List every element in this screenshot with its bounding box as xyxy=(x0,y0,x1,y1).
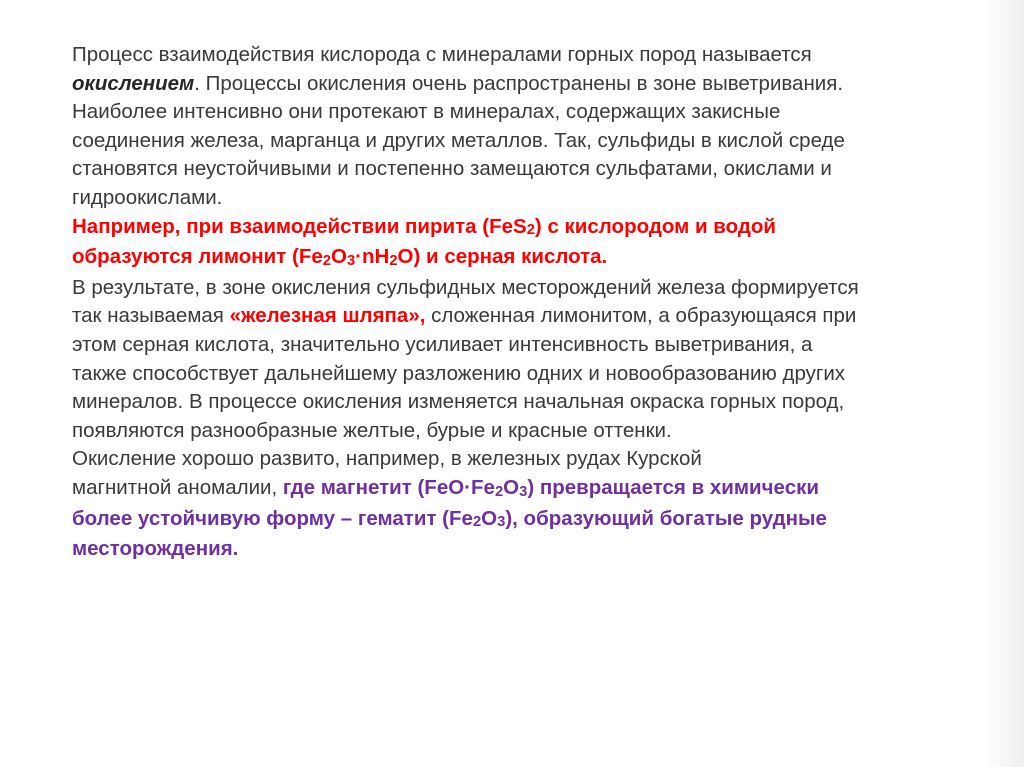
p1-lead: Процесс взаимодействия кислорода с минералами горных пород называется xyxy=(72,43,812,66)
p2-sub2: 2 xyxy=(322,252,331,269)
p3-term-iron-hat: «железная шляпа», xyxy=(229,304,426,328)
paragraph-iron-hat xyxy=(72,274,977,446)
p2-part3: O xyxy=(331,245,347,269)
p4-part3: ) превращается в химически более устойчивую форму – гематит (Fe xyxy=(72,475,819,530)
p4-lead: Окисление хорошо развито, например, в железных рудах Курской магнитной аномалии, xyxy=(72,447,702,499)
p3-rest: сложенная лимонитом, а образующаяся при этом серная кислота, значительно усиливает интенсивность выветривания, а также способствует дальнейшему разложению одних и новообразованию других минералов. В процессе окисления изменяется начальная окраска горных пород, появляются разнообразные желтые, бурые и красные оттенки. xyxy=(72,304,857,442)
p4-part2: O xyxy=(503,475,520,499)
p2-part1: Например, при взаимодействии пирита (FeS xyxy=(72,214,527,238)
p4-sub2: 3 xyxy=(519,483,528,500)
p4-part1: где магнетит (FeO·Fe xyxy=(282,475,495,499)
paragraph-pyrite-example xyxy=(72,213,977,274)
p2-sub4: 2 xyxy=(389,252,398,269)
p4-part5: ), образующий богатые рудные месторождения. xyxy=(72,506,827,561)
p2-part2: ) с кислородом и водой образуются лимонит (Fe xyxy=(72,214,776,269)
p2-sub3: 3 xyxy=(346,252,356,269)
p2-sub1: 2 xyxy=(526,222,535,239)
paragraph-oxidation-definition xyxy=(72,41,977,213)
p2-part4: ·nH xyxy=(355,245,390,269)
p4-sub3: 2 xyxy=(472,514,482,531)
p2-part5: O) и серная кислота. xyxy=(397,245,608,269)
p4-sub4: 3 xyxy=(497,514,506,531)
text-block xyxy=(72,41,977,564)
p1-term-oxidation: окислением xyxy=(72,71,195,95)
p4-part4: O xyxy=(481,506,498,530)
p4-sub1: 2 xyxy=(494,483,504,500)
p3-lead: В результате, в зоне окисления сульфидных месторождений железа формируется так называемая xyxy=(72,275,859,328)
paragraph-kursk-anomaly xyxy=(72,445,977,563)
slide-edge-shadow xyxy=(984,0,1024,767)
p1-rest: . Процессы окисления очень распространены в зоне выветривания. Наиболее интенсивно они протекают в минералах, содержащих закисные соединения железа, марганца и других металлов. Так, сульфиды в кислой среде становятся неустойчивыми и постепенно замещаются сульфатами, окислами и гидроокислами. xyxy=(72,71,845,209)
